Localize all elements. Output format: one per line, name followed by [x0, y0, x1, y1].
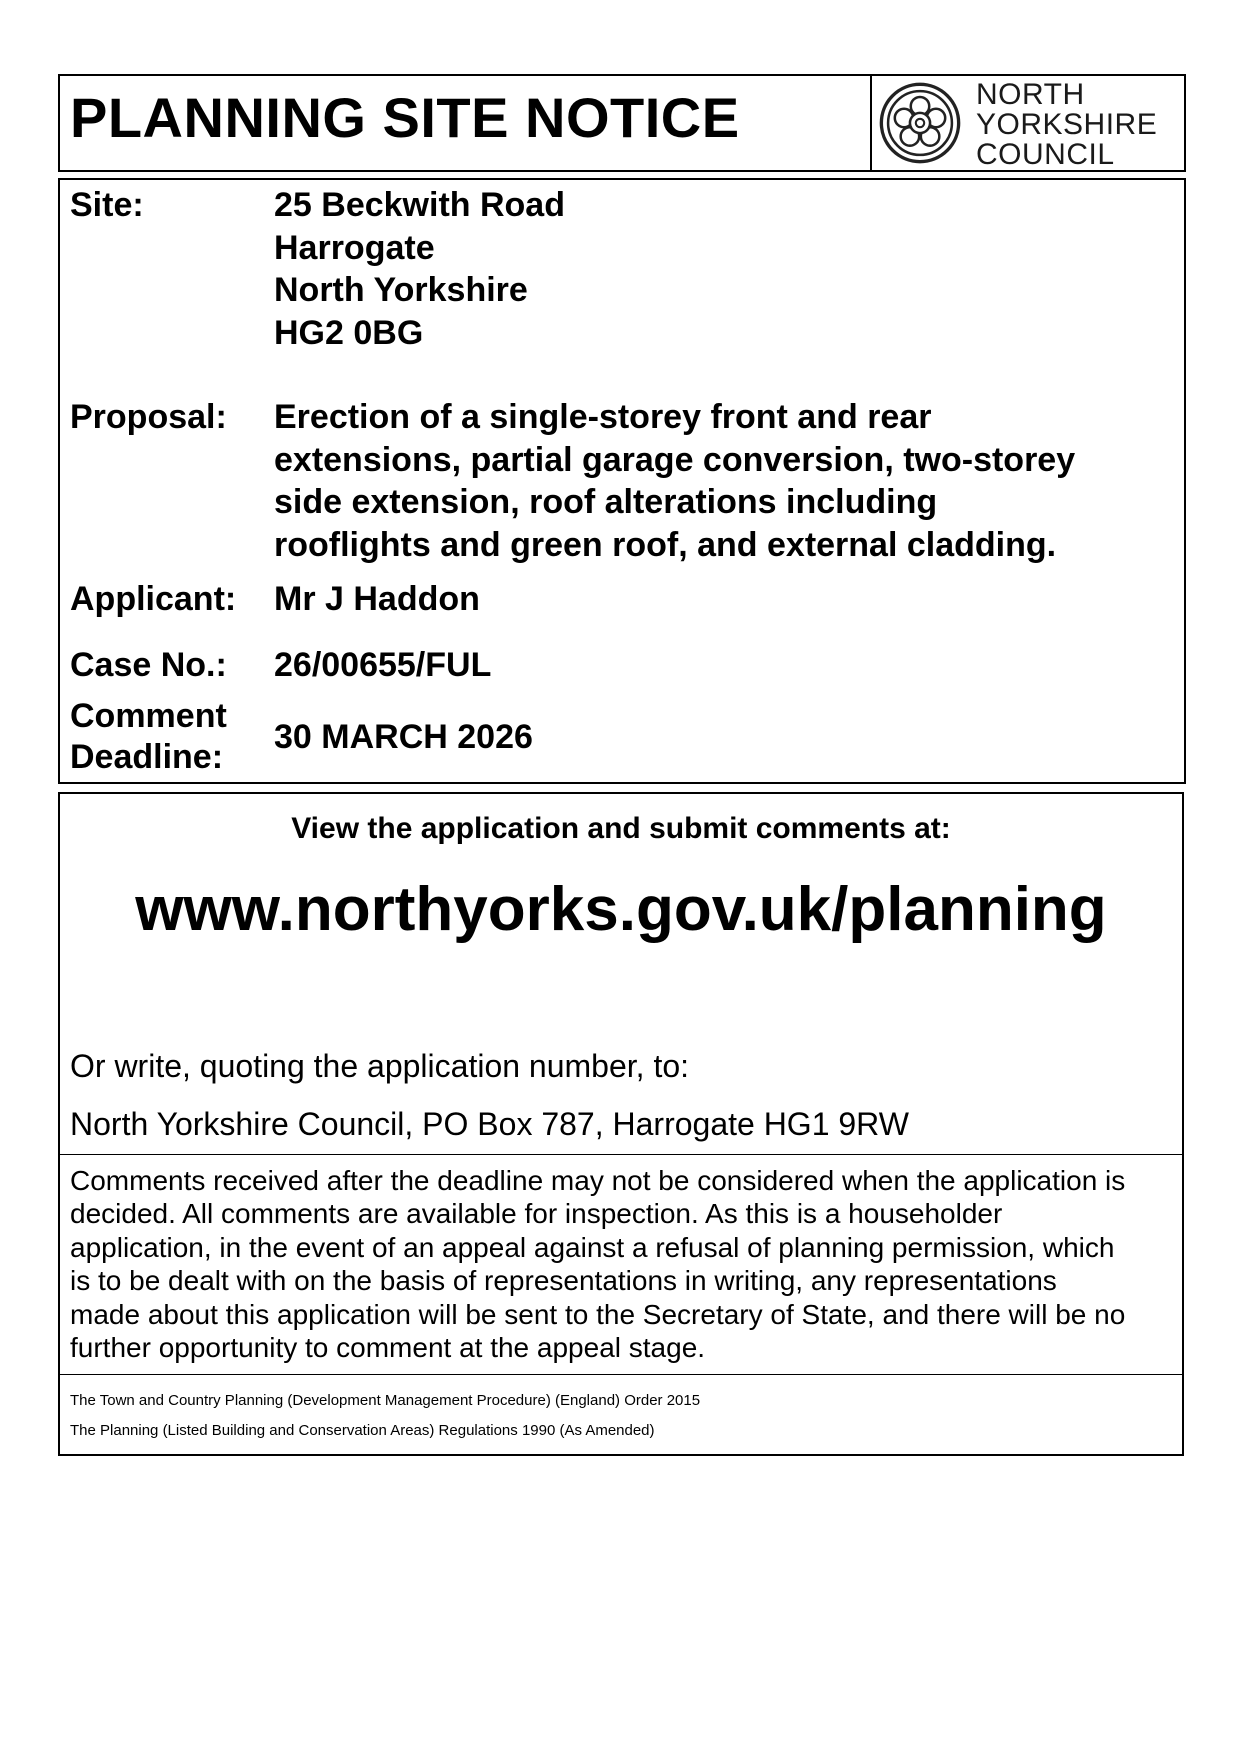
site-line: North Yorkshire — [274, 271, 528, 309]
applicant-name: Mr J Haddon — [274, 580, 480, 618]
site-address — [274, 184, 565, 354]
logo-line-2: YORKSHIRE — [976, 108, 1158, 141]
applicant-label: Applicant: — [70, 580, 237, 618]
proposal-line: Erection of a single-storey front and rear — [274, 398, 932, 436]
write-instructions: Or write, quoting the application number, to: — [70, 1048, 690, 1084]
proposal-text — [274, 396, 1075, 566]
case-number: 26/00655/FUL — [274, 646, 492, 684]
site-line: 25 Beckwith Road — [274, 186, 565, 224]
postal-address: North Yorkshire Council, PO Box 787, Harrogate HG1 9RW — [70, 1106, 909, 1142]
logo-wordmark — [976, 80, 1157, 170]
disclaimer-line: made about this application will be sent to the Secretary of State, and there will be no — [70, 1298, 1126, 1330]
site-label: Site: — [70, 186, 144, 224]
case-label: Case No.: — [70, 646, 227, 684]
proposal-line: rooflights and green roof, and external cladding. — [274, 525, 1057, 564]
logo-line-1: NORTH — [976, 78, 1085, 111]
comment-info — [58, 792, 1184, 1456]
disclaimer-line: application, in the event of an appeal against a refusal of planning permission, which — [70, 1231, 1115, 1263]
deadline-date: 30 MARCH 2026 — [274, 718, 533, 756]
site-line: HG2 0BG — [274, 313, 424, 352]
proposal-line: side extension, roof alterations including — [274, 483, 938, 521]
notice-header — [58, 74, 1186, 172]
disclaimer-line: is to be dealt with on the basis of representations in writing, any representations — [70, 1265, 1057, 1297]
deadline-label-line: Deadline: — [70, 738, 224, 776]
divider — [60, 1374, 1182, 1375]
council-logo — [870, 74, 1186, 172]
tudor-rose-icon — [878, 81, 962, 165]
logo-line-3: COUNCIL — [976, 138, 1115, 171]
page-title: PLANNING SITE NOTICE — [70, 86, 740, 149]
proposal-label: Proposal: — [70, 398, 227, 436]
disclaimer-line: decided. All comments are available for inspection. As this is a householder — [70, 1198, 1003, 1230]
legal-reference-2: The Planning (Listed Building and Conservation Areas) Regulations 1990 (As Amended) — [70, 1422, 655, 1439]
comments-disclaimer — [70, 1164, 1178, 1364]
deadline-label-line: Comment — [70, 697, 227, 735]
view-instructions: View the application and submit comments at: — [291, 812, 951, 845]
legal-reference-1: The Town and Country Planning (Development Management Procedure) (England) Order 2015 — [70, 1392, 701, 1409]
site-line: Harrogate — [274, 228, 435, 267]
application-details — [58, 178, 1186, 784]
proposal-line: extensions, partial garage conversion, two-storey — [274, 440, 1076, 479]
disclaimer-line: Comments received after the deadline may not be considered when the application is — [70, 1165, 1126, 1196]
disclaimer-line: further opportunity to comment at the appeal stage. — [70, 1332, 706, 1364]
deadline-label — [70, 696, 227, 778]
planning-url: www.northyorks.gov.uk/planning — [135, 875, 1107, 944]
divider — [60, 1154, 1182, 1155]
